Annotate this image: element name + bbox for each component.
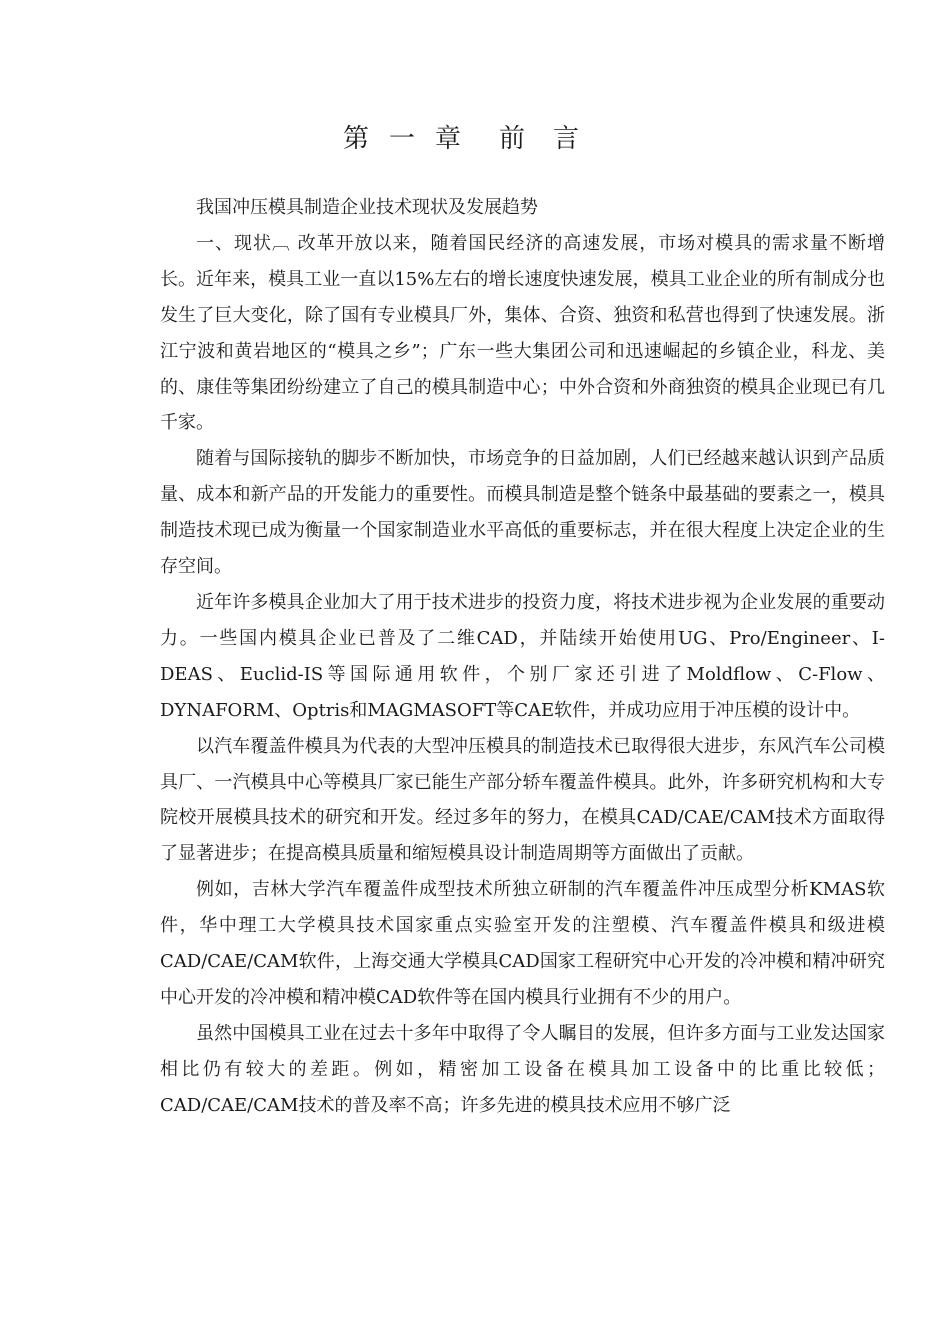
chapter-heading — [0, 118, 950, 155]
paragraph: 一、现状︹ 改革开放以来，随着国民经济的高速发展，市场对模具的需求量不断增长。近年来，模具工业一直以15%左右的增长速度快速发展，模具工业企业的所有制成分也发生了巨大变化，除了国有专业模具厂外，集体、合资、独资和私营也得到了快速发展。浙江宁波和黄岩地区的“模具之乡”；广东一些大集团公司和迅速崛起的乡镇企业，科龙、美的、康佳等集团纷纷建立了自己的模具制造中心；中外合资和外商独资的模具企业现已有几千家。 — [160, 232, 885, 434]
paragraph: 随着与国际接轨的脚步不断加快，市场竞争的日益加剧，人们已经越来越认识到产品质量、成本和新产品的开发能力的重要性。而模具制造是整个链条中最基础的要素之一，模具制造技术现已成为衡量一个国家制造业水平高低的重要标志，并在很大程度上决定企业的生存空间。 — [160, 448, 885, 578]
document-body — [160, 190, 885, 1124]
chapter-number: 第一章 — [342, 124, 481, 154]
paragraph: 以汽车覆盖件模具为代表的大型冲压模具的制造技术已取得很大进步，东风汽车公司模具厂、一汽模具中心等模具厂家已能生产部分轿车覆盖件模具。此外，许多研究机构和大专院校开展模具技术的研究和开发。经过多年的努力，在模具CAD/CAE/CAM技术方面取得了显著进步；在提高模具质量和缩短模具设计制造周期等方面做出了贡献。 — [160, 735, 885, 865]
paragraph: 近年许多模具企业加大了用于技术进步的投资力度，将技术进步视为企业发展的重要动力。一些国内模具企业已普及了二维CAD，并陆续开始使用UG、Pro/Engineer、I-DEAS、Euclid-IS等国际通用软件，个别厂家还引进了Moldflow、C-Flow、DYNAFORM、Optris和MAGMASOFT等CAE软件，并成功应用于冲压模的设计中。 — [160, 591, 885, 721]
paragraph: 例如，吉林大学汽车覆盖件成型技术所独立研制的汽车覆盖件冲压成型分析KMAS软件，华中理工大学模具技术国家重点实验室开发的注塑模、汽车覆盖件模具和级进模CAD/CAE/CAM软件，上海交通大学模具CAD国家工程研究中心开发的冷冲模和精冲研究中心开发的冷冲模和精冲模CAD软件等在国内模具行业拥有不少的用户。 — [160, 879, 885, 1008]
paragraph: 虽然中国模具工业在过去十多年中取得了令人瞩目的发展，但许多方面与工业发达国家相比仍有较大的差距。例如，精密加工设备在模具加工设备中的比重比较低；CAD/CAE/CAM技术的普及率不高；许多先进的模具技术应用不够广泛 — [160, 1022, 885, 1116]
section-subtitle: 我国冲压模具制造企业技术现状及发展趋势 — [196, 197, 538, 218]
chapter-title: 前言 — [499, 124, 608, 154]
